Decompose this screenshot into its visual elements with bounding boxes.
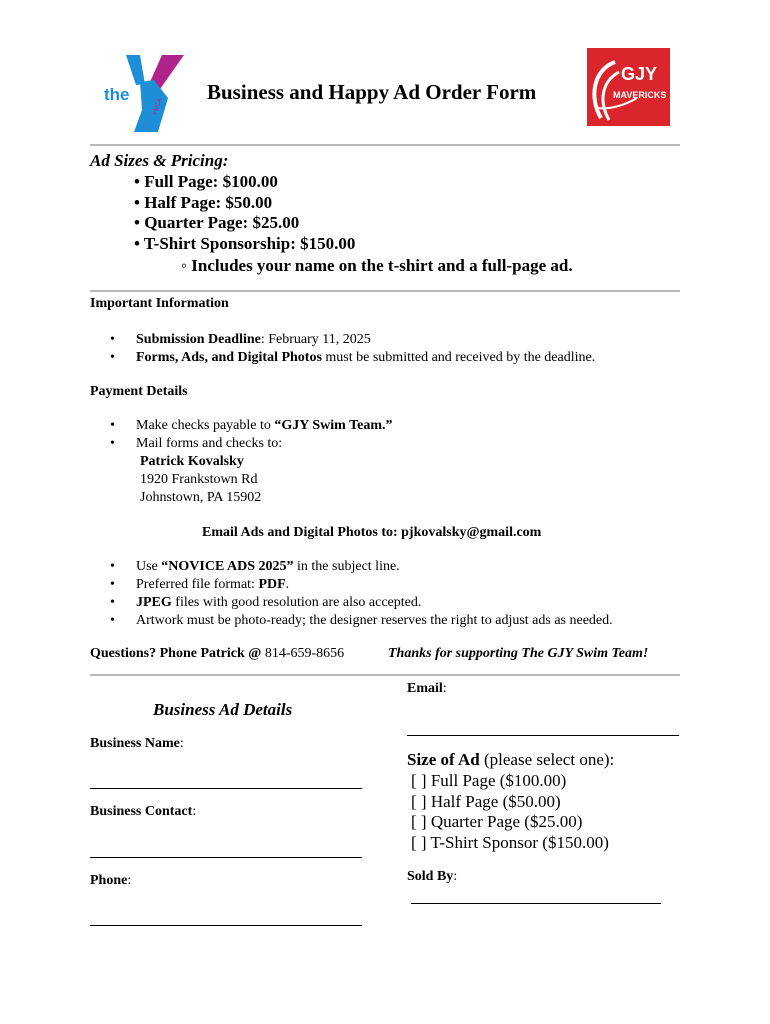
list-item: • JPEG files with good resolution are also accepted.: [90, 594, 613, 612]
ymca-the-text: the: [104, 85, 130, 104]
gjy-wave-icon: [587, 48, 670, 126]
price-quarter-page: • Quarter Page: $25.00: [134, 213, 300, 232]
ymca-small-text: YMCA: [152, 97, 164, 117]
address-street: 1920 Frankstown Rd: [140, 472, 258, 487]
payment-list: [90, 417, 393, 453]
page-title: Business and Happy Ad Order Form: [207, 80, 537, 104]
address-city: Johnstown, PA 15902: [140, 490, 262, 505]
divider: [90, 290, 680, 292]
important-heading: Important Information: [90, 296, 229, 311]
email-ads-line: Email Ads and Digital Photos to: pjkovalsky@gmail.com: [202, 525, 542, 540]
divider: [90, 144, 680, 146]
mavericks-logo-text: MAVERICKS: [613, 90, 667, 100]
list-item: • Use “NOVICE ADS 2025” in the subject line.: [90, 558, 613, 576]
phone-label: Phone:: [90, 873, 132, 888]
price-tshirt-note: ◦ Includes your name on the t-shirt and a full-page ad.: [181, 256, 573, 275]
sold-by-field[interactable]: [411, 903, 661, 904]
gjy-logo: [587, 48, 670, 126]
list-item: • Mail forms and checks to:: [90, 435, 393, 453]
size-option-half-page[interactable]: [ ] Half Page ($50.00): [411, 791, 561, 811]
gjy-logo-text: GJY: [621, 64, 658, 84]
thanks-line: Thanks for supporting The GJY Swim Team!: [388, 646, 649, 661]
business-name-field[interactable]: [90, 788, 362, 789]
email-ads-list: [90, 558, 613, 630]
phone-number: 814-659-8656: [264, 646, 345, 661]
business-name-label: Business Name:: [90, 736, 184, 751]
sold-by-label: Sold By:: [407, 869, 458, 884]
ymca-logo: [96, 52, 188, 134]
list-item: • Artwork must be photo-ready; the designer reserves the right to adjust ads as needed.: [90, 612, 613, 630]
email-label: Email:: [407, 681, 447, 696]
price-tshirt: • T-Shirt Sponsorship: $150.00: [134, 233, 356, 253]
divider: [90, 674, 680, 676]
questions-line: Questions? Phone Patrick @ 814-659-8656: [90, 646, 345, 661]
list-item: • Make checks payable to “GJY Swim Team.”: [90, 417, 393, 435]
mailing-address: [140, 453, 261, 507]
list-item: • Submission Deadline: February 11, 2025: [90, 331, 595, 349]
size-options: [411, 771, 609, 853]
price-half-page: • Half Page: $50.00: [134, 192, 273, 212]
size-option-quarter-page[interactable]: [ ] Quarter Page ($25.00): [411, 812, 583, 831]
pricing-list: [134, 172, 355, 254]
size-option-tshirt-sponsor[interactable]: [ ] T-Shirt Sponsor ($150.00): [411, 832, 609, 852]
list-item: • Preferred file format: PDF.: [90, 576, 613, 594]
business-contact-label: Business Contact:: [90, 804, 197, 819]
size-label: Size of Ad (please select one):: [407, 750, 615, 769]
business-contact-field[interactable]: [90, 857, 362, 858]
size-option-full-page[interactable]: [ ] Full Page ($100.00): [411, 771, 567, 790]
price-full-page: • Full Page: $100.00: [134, 172, 278, 191]
payment-heading: Payment Details: [90, 384, 188, 399]
email-field[interactable]: [407, 735, 679, 736]
details-heading: Business Ad Details: [153, 700, 293, 719]
important-list: [90, 331, 595, 367]
address-name: Patrick Kovalsky: [140, 454, 244, 469]
list-item: • Forms, Ads, and Digital Photos must be submitted and received by the deadline.: [90, 349, 595, 367]
phone-field[interactable]: [90, 925, 362, 926]
pricing-heading: Ad Sizes & Pricing:: [90, 151, 229, 170]
